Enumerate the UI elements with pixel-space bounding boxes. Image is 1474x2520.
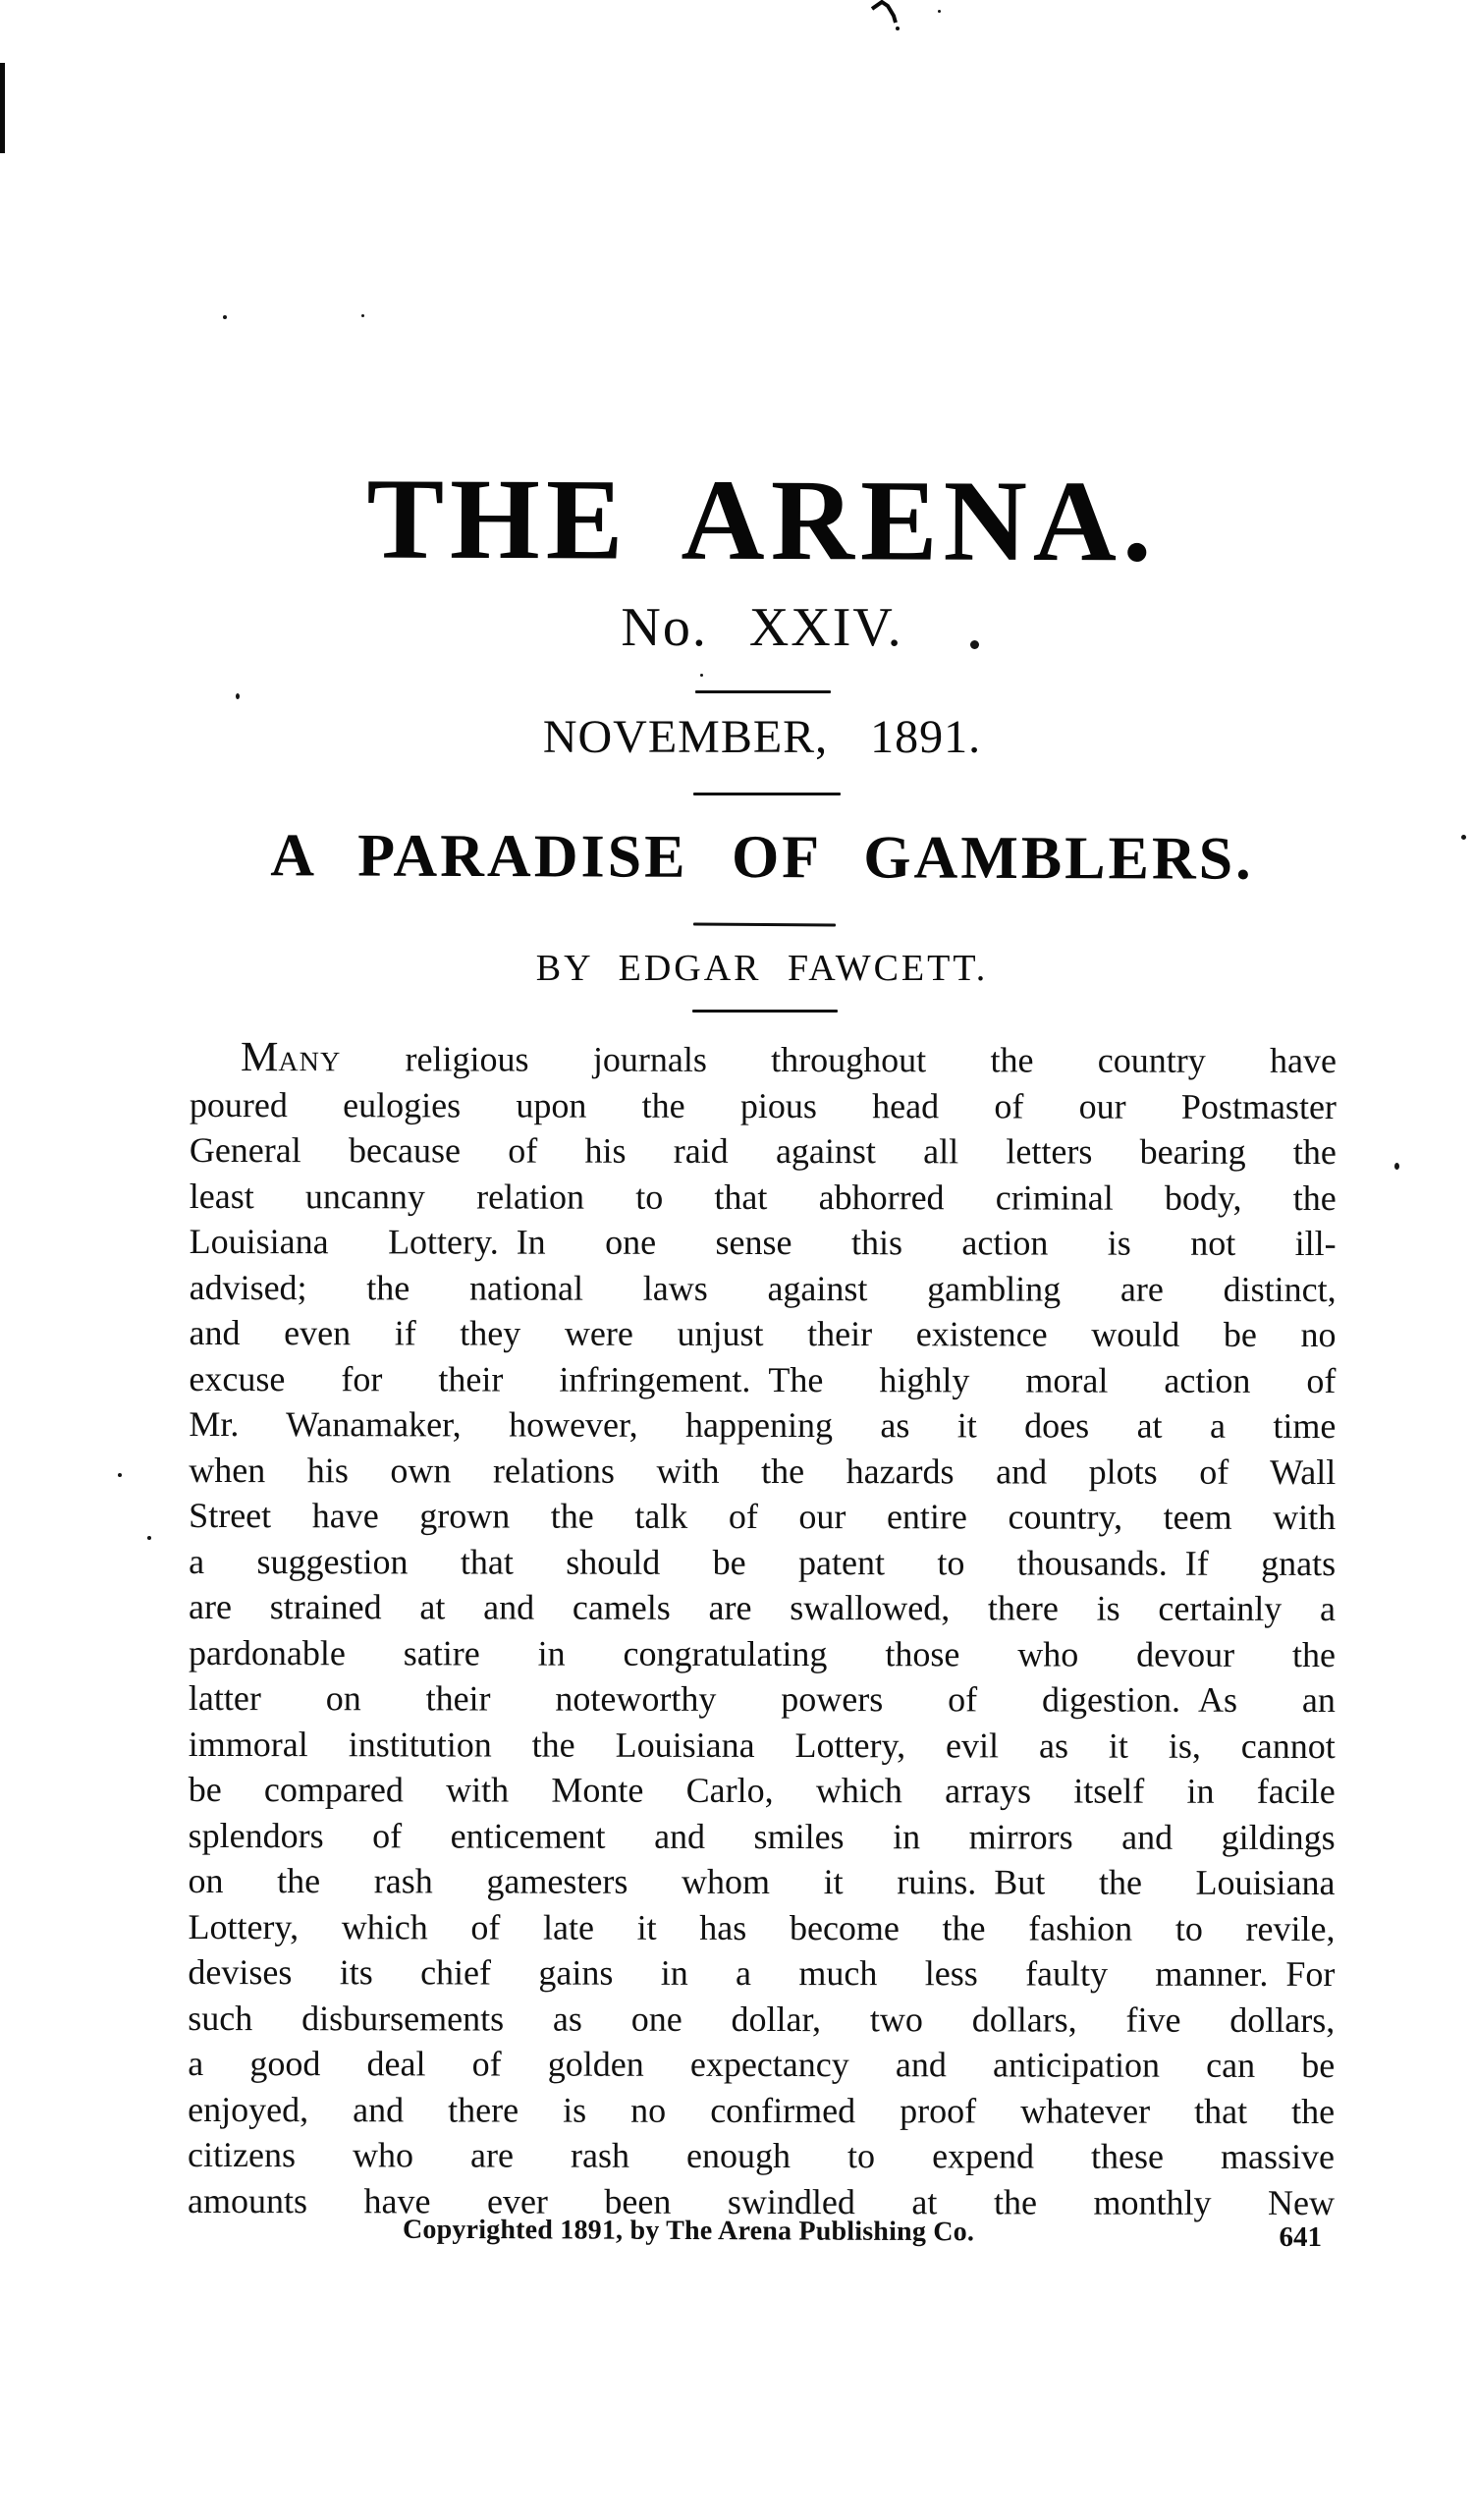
body-line: Street have grown the talk of our entire country, teem with bbox=[189, 1495, 1337, 1538]
scan-speck bbox=[1394, 1163, 1399, 1170]
magazine-masthead: THE ARENA. bbox=[366, 454, 1158, 586]
copyright-notice: Copyrighted 1891, by The Arena Publishing Co. bbox=[402, 2214, 975, 2248]
body-line: advised; the national laws against gambling are distinct, bbox=[189, 1267, 1337, 1309]
body-line: enjoyed, and there is no confirmed proof whatever that the bbox=[188, 2089, 1336, 2131]
body-line: Louisiana Lottery. In one sense this action is not ill- bbox=[189, 1221, 1337, 1264]
article-byline: BY EDGAR FAWCETT. bbox=[535, 948, 989, 989]
scan-speck bbox=[361, 314, 364, 317]
body-line: be compared with Monte Carlo, which arrays itself in facile bbox=[188, 1769, 1336, 1812]
lead-capital: M bbox=[240, 1034, 279, 1081]
scan-speck bbox=[236, 693, 240, 699]
scratch-mark bbox=[870, 0, 913, 33]
scan-speck bbox=[147, 1536, 151, 1540]
body-line: are strained at and camels are swallowed, there is certainly a bbox=[189, 1586, 1337, 1629]
scan-speck bbox=[938, 10, 941, 13]
divider-rule bbox=[692, 1010, 838, 1013]
body-line: excuse for their infringement. The highly moral action of bbox=[189, 1358, 1337, 1400]
body-line: Mr. Wanamaker, however, happening as it does at a time bbox=[189, 1403, 1337, 1447]
article-title: A PARADISE OF GAMBLERS. bbox=[270, 822, 1254, 893]
body-line: and even if they were unjust their existence would be no bbox=[189, 1312, 1337, 1355]
body-line: pardonable satire in congratulating those who devour the bbox=[188, 1632, 1336, 1674]
issue-number: No. XXIV. bbox=[621, 597, 903, 658]
issue-date: NOVEMBER, 1891. bbox=[542, 711, 982, 763]
body-line: amounts have ever been swindled at the monthly New bbox=[187, 2180, 1336, 2222]
article-body bbox=[188, 1036, 1337, 2225]
body-line: splendors of enticement and smiles in mirrors and gildings bbox=[188, 1815, 1336, 1857]
body-line: poured eulogies upon the pious head of our Postmaster bbox=[189, 1084, 1337, 1126]
body-line bbox=[190, 1036, 1337, 1084]
body-line: a suggestion that should be patent to thousands. If gnats bbox=[189, 1541, 1337, 1583]
page-number: 641 bbox=[1279, 2221, 1322, 2253]
scan-edge-mark bbox=[0, 63, 5, 153]
scan-speck bbox=[118, 1473, 122, 1477]
scan-speck bbox=[223, 315, 227, 319]
body-line: on the rash gamesters whom it ruins. But the Louisiana bbox=[188, 1860, 1336, 1903]
page-footer bbox=[189, 2216, 1336, 2259]
divider-rule bbox=[695, 690, 831, 693]
body-line: such disbursements as one dollar, two dollars, five dollars, bbox=[188, 1998, 1336, 2040]
body-line: when his own relations with the hazards and plots of Wall bbox=[189, 1450, 1337, 1492]
body-line: least uncanny relation to that abhorred criminal body, the bbox=[189, 1176, 1337, 1218]
divider-rule bbox=[693, 793, 841, 795]
body-line-text: religious journals throughout the country have bbox=[341, 1039, 1338, 1081]
body-line: Lottery, which of late it has become the fashion to revile, bbox=[188, 1906, 1336, 1948]
body-line: immoral institution the Louisiana Lottery, evil as it is, cannot bbox=[188, 1724, 1336, 1766]
divider-rule bbox=[693, 922, 836, 926]
lead-small-caps: ANY bbox=[278, 1047, 342, 1078]
body-line: General because of his raid against all letters bearing the bbox=[189, 1129, 1337, 1173]
scan-speck bbox=[1461, 835, 1466, 840]
body-line: citizens who are rash enough to expend these massive bbox=[188, 2134, 1336, 2177]
body-line: latter on their noteworthy powers of digestion. As an bbox=[188, 1677, 1336, 1721]
body-line: devises its chief gains in a much less faulty manner. For bbox=[188, 1951, 1336, 1995]
body-line: a good deal of golden expectancy and anticipation can be bbox=[188, 2043, 1336, 2086]
scan-speck bbox=[700, 674, 703, 677]
